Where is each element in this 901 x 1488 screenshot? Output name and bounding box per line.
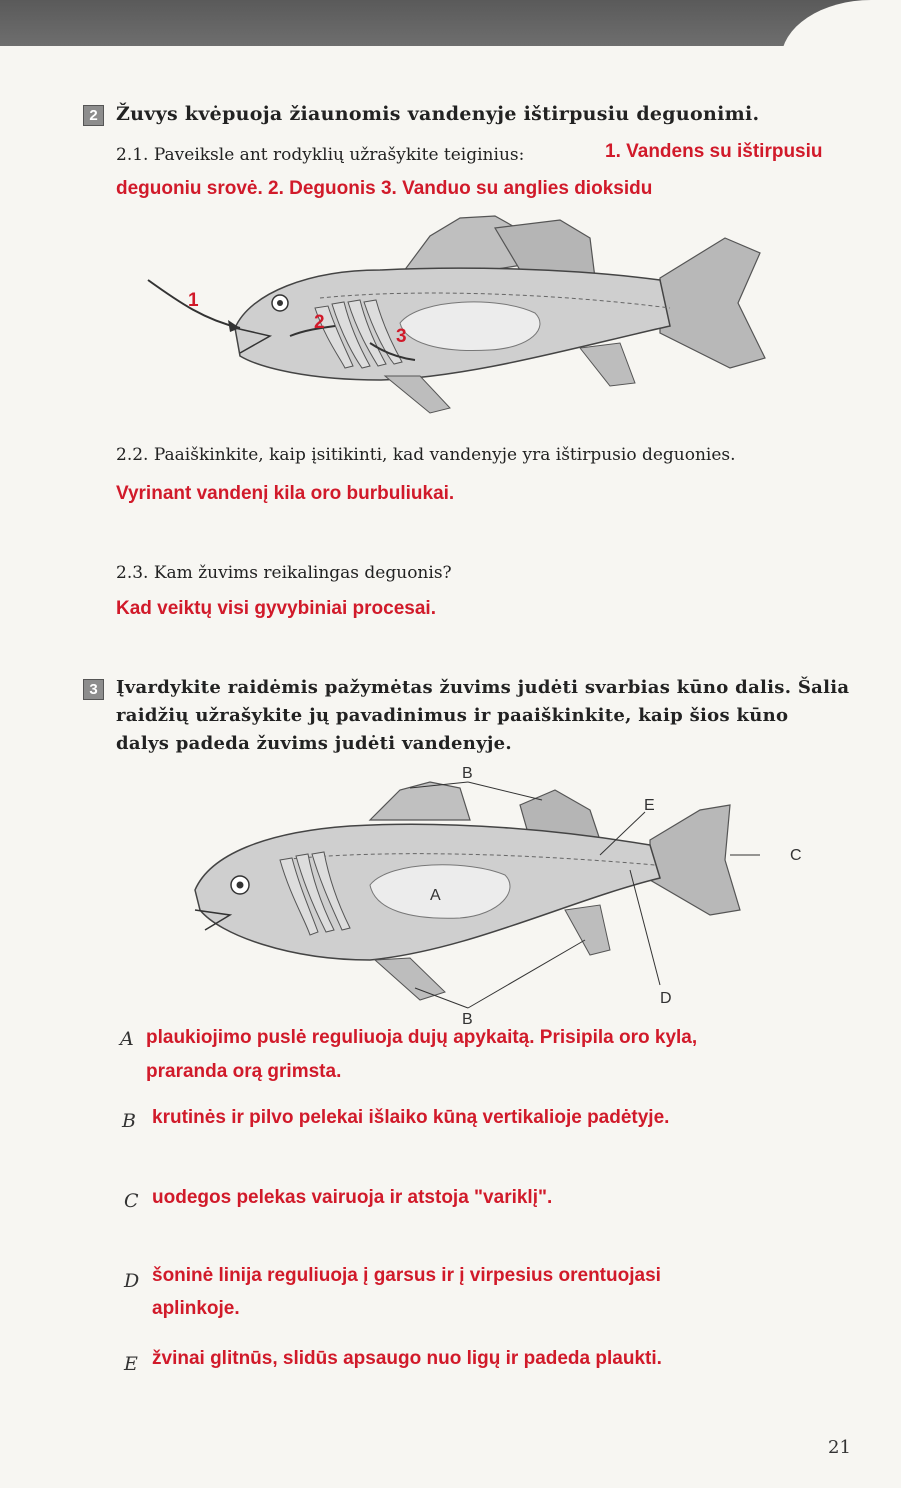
fish-anatomy-diagram xyxy=(170,760,820,1025)
label-E: E xyxy=(644,797,655,814)
task-3-title-line1: Įvardykite raidėmis pažymėtas žuvims judėti svarbias kūno dalis. Šalia xyxy=(116,677,850,698)
pelvic-fin-2 xyxy=(375,958,445,1000)
tail-fin-1 xyxy=(660,238,765,368)
label-B-top: B xyxy=(462,765,473,782)
fish-breathing-diagram xyxy=(140,208,800,423)
arrow-label-1: 1 xyxy=(188,290,199,311)
label-C: C xyxy=(790,847,802,864)
q23-answer: Kad veiktų visi gyvybiniai procesai. xyxy=(116,598,436,619)
answer-A-letter: A xyxy=(120,1028,134,1050)
anal-fin-1 xyxy=(580,343,635,386)
q22-prompt: 2.2. Paaiškinkite, kaip įsitikinti, kad vandenyje yra ištirpusio deguonies. xyxy=(116,445,736,465)
answer-E-letter: E xyxy=(124,1353,138,1375)
task-2-number-badge: 2 xyxy=(83,105,104,126)
answer-C-line1: uodegos pelekas vairuoja ir atstoja "variklį". xyxy=(152,1187,553,1208)
answer-E-line1: žvinai glitnūs, slidūs apsaugo nuo ligų ir padeda plaukti. xyxy=(152,1348,662,1369)
q21-answer-line2: deguoniu srovė. 2. Deguonis 3. Vanduo su anglies dioksidu xyxy=(116,178,653,199)
answer-A-line1: plaukiojimo puslė reguliuoja dujų apykaitą. Prisipila oro kyla, xyxy=(146,1027,698,1048)
answer-B-letter: B xyxy=(122,1110,136,1132)
answer-A-line2: praranda orą grimsta. xyxy=(146,1061,342,1082)
q21-prompt: 2.1. Paveiksle ant rodyklių užrašykite teiginius: xyxy=(116,145,525,165)
task-3-title-line2: raidžių užrašykite jų pavadinimus ir paaiškinkite, kaip šios kūno xyxy=(116,705,789,726)
arrow-label-3: 3 xyxy=(396,326,407,347)
label-D: D xyxy=(660,990,672,1007)
leader-B-top-2 xyxy=(468,782,542,800)
tail-fin-2 xyxy=(650,805,740,915)
answer-D-line2: aplinkoje. xyxy=(152,1298,240,1319)
arrow-label-2: 2 xyxy=(314,312,325,333)
task-3-number-badge: 3 xyxy=(83,679,104,700)
answer-D-line1: šoninė linija reguliuoja į garsus ir į virpesius orentuojasi xyxy=(152,1265,661,1286)
answer-C-letter: C xyxy=(124,1190,139,1212)
answer-D-letter: D xyxy=(124,1270,140,1292)
dorsal-fin-spiny xyxy=(370,782,470,820)
answer-B-line1: krutinės ir pilvo pelekai išlaiko kūną vertikalioje padėtyje. xyxy=(152,1107,670,1128)
task-3-title-line3: dalys padeda žuvims judėti vandenyje. xyxy=(116,733,512,754)
q22-answer: Vyrinant vandenį kila oro burbuliukai. xyxy=(116,483,455,504)
leader-B-bottom-2 xyxy=(468,940,585,1008)
label-A: A xyxy=(430,887,441,904)
pelvic-fin-1 xyxy=(385,376,450,413)
page-number: 21 xyxy=(828,1437,851,1458)
label-B-bottom: B xyxy=(462,1011,473,1025)
top-gray-band xyxy=(0,0,901,46)
leader-D xyxy=(630,870,660,985)
q23-prompt: 2.3. Kam žuvims reikalingas deguonis? xyxy=(116,563,452,583)
task-2-title: Žuvys kvėpuoja žiaunomis vandenyje ištirpusiu deguonimi. xyxy=(116,103,760,125)
q21-answer-line1: 1. Vandens su ištirpusiu xyxy=(605,141,823,162)
